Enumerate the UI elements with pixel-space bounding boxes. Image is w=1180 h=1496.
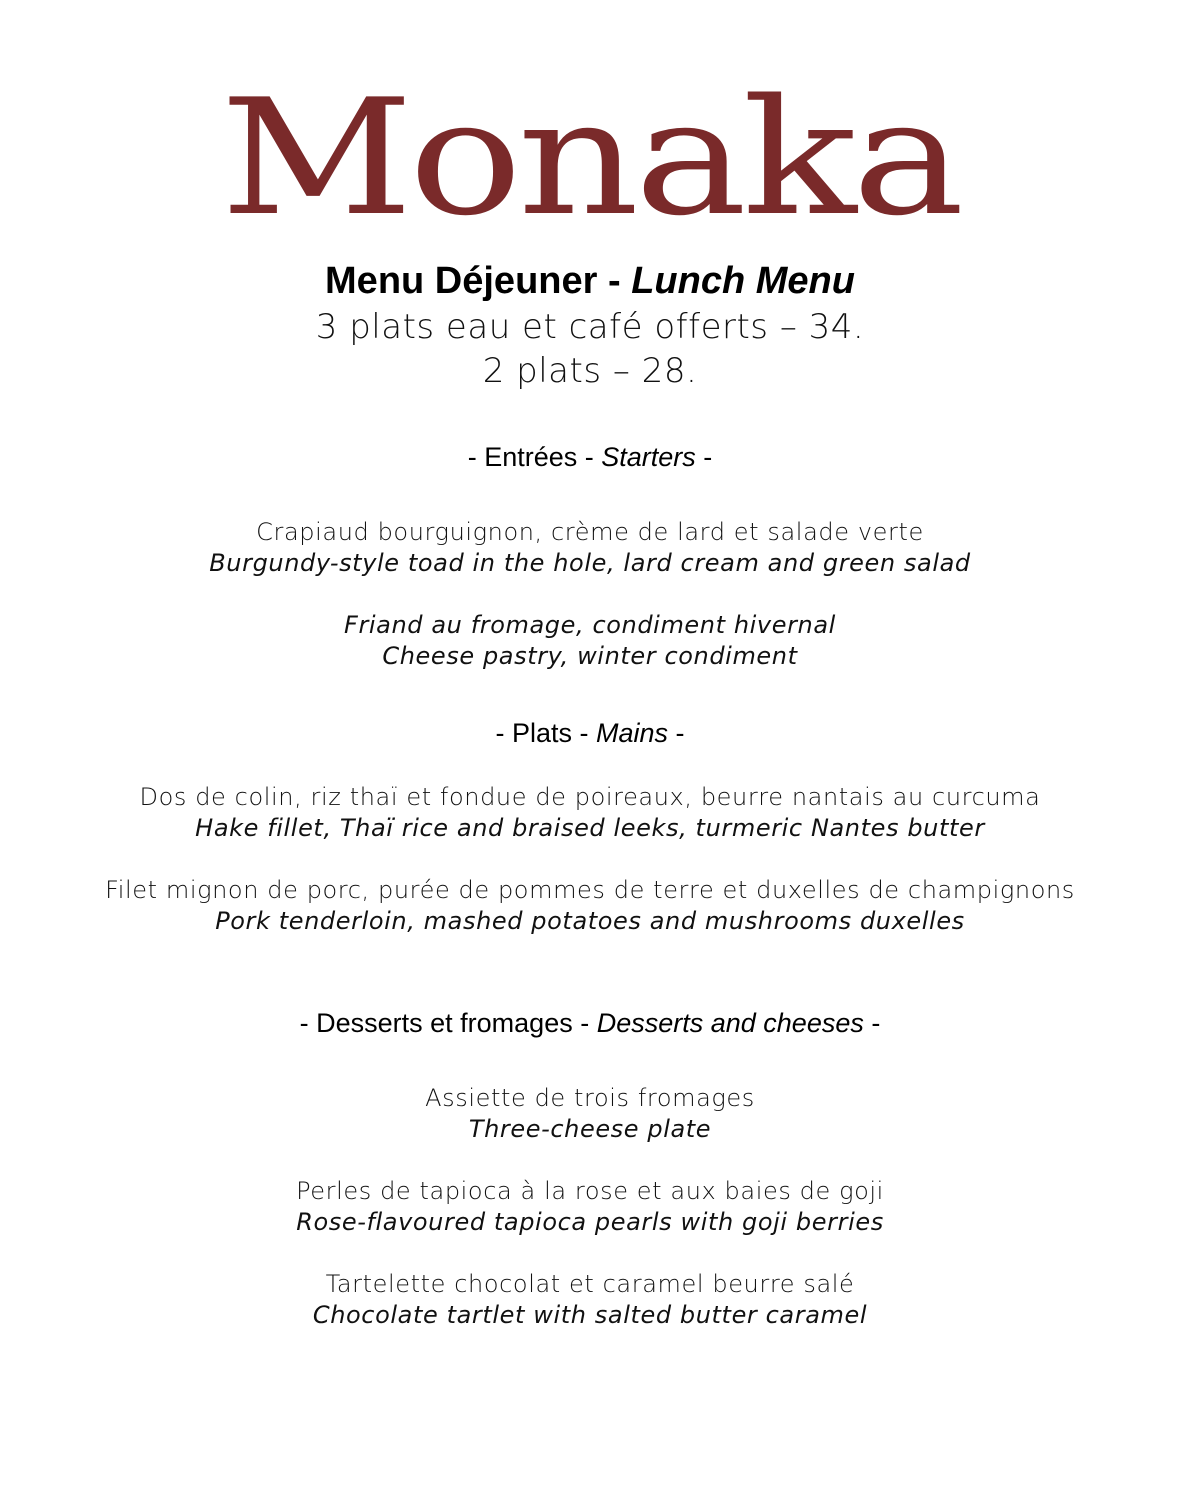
mains-heading-en: Mains bbox=[595, 718, 669, 748]
dish-name-en: Hake fillet, Thaï rice and braised leeks, turmeric Nantes butter bbox=[195, 814, 985, 842]
dish-name-en: Rose-flavoured tapioca pearls with goji berries bbox=[296, 1208, 884, 1236]
starters-heading-suffix: - bbox=[695, 442, 713, 472]
dish-name-en: Chocolate tartlet with salted butter caramel bbox=[312, 1301, 868, 1329]
menu-title-en: Lunch Menu bbox=[631, 260, 855, 302]
dish-name-en: Three-cheese plate bbox=[468, 1115, 712, 1143]
price-three-courses: 3 plats eau et café offerts – 34. bbox=[315, 307, 865, 347]
price-two-courses: 2 plats – 28. bbox=[482, 351, 698, 391]
dish-name-en: Burgundy-style toad in the hole, lard cream and green salad bbox=[209, 549, 971, 577]
mains-heading-fr: - Plats - bbox=[495, 718, 596, 748]
dish-name-fr: Perles de tapioca à la rose et aux baies de goji bbox=[296, 1177, 884, 1205]
dessert-item bbox=[0, 1176, 1180, 1238]
dish-name-fr: Friand au fromage, condiment hivernal bbox=[344, 611, 836, 639]
starter-item bbox=[0, 517, 1180, 579]
dish-name-fr: Crapiaud bourguignon, crème de lard et salade verte bbox=[256, 518, 924, 546]
starters-heading-en: Starters bbox=[601, 442, 696, 472]
dish-name-fr: Dos de colin, riz thaï et fondue de poireaux, beurre nantais au curcuma bbox=[139, 783, 1041, 811]
starters-heading-fr: - Entrées - bbox=[467, 442, 602, 472]
dish-name-en: Cheese pastry, winter condiment bbox=[382, 642, 798, 670]
desserts-heading-suffix: - bbox=[863, 1008, 881, 1038]
dish-name-fr: Filet mignon de porc, purée de pommes de terre et duxelles de champignons bbox=[105, 876, 1075, 904]
mains-heading-suffix: - bbox=[668, 718, 685, 748]
restaurant-logo: Monaka bbox=[220, 64, 960, 251]
desserts-heading-en: Desserts and cheeses bbox=[596, 1008, 864, 1038]
main-item bbox=[0, 875, 1180, 937]
dessert-item bbox=[0, 1083, 1180, 1145]
dessert-item bbox=[0, 1269, 1180, 1331]
starter-item bbox=[0, 610, 1180, 672]
menu-title-fr: Menu Déjeuner - bbox=[325, 260, 632, 302]
main-item bbox=[0, 782, 1180, 844]
desserts-heading bbox=[0, 1006, 1180, 1040]
dish-name-fr: Assiette de trois fromages bbox=[425, 1084, 755, 1112]
menu-title bbox=[0, 258, 1180, 304]
desserts-heading-fr: - Desserts et fromages - bbox=[299, 1008, 597, 1038]
mains-heading bbox=[0, 716, 1180, 750]
starters-heading bbox=[0, 440, 1180, 474]
dish-name-fr: Tartelette chocolat et caramel beurre salé bbox=[325, 1270, 855, 1298]
dish-name-en: Pork tenderloin, mashed potatoes and mushrooms duxelles bbox=[215, 907, 965, 935]
